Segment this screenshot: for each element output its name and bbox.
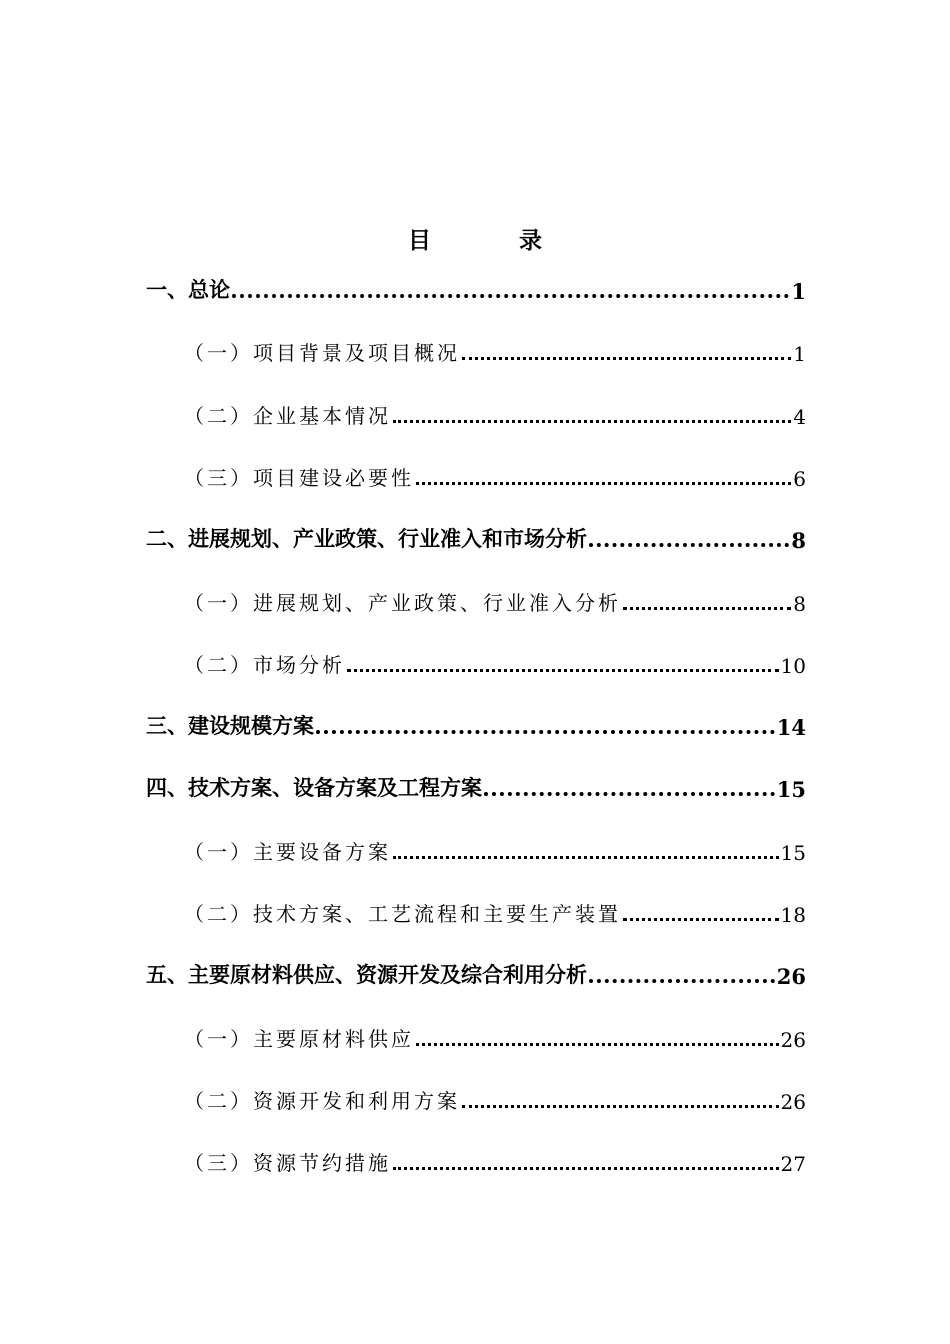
toc-page-number: 14 [776,715,806,740]
toc-entry-text: （二）技术方案、工艺流程和主要生产装置 [184,902,621,926]
toc-entry[interactable] [184,582,806,616]
toc-entry[interactable] [184,457,806,491]
toc-entry-text: 四、技术方案、设备方案及工程方案 [146,776,482,800]
toc-leader-dots [316,730,775,734]
toc-leader-dots [589,979,775,983]
toc-entry-text: （一）项目背景及项目概况 [184,341,460,365]
toc-entry[interactable] [184,1142,806,1176]
toc-entry[interactable] [184,644,806,678]
toc-leader-dots [393,1167,779,1170]
toc-entry-text: 三、建设规模方案 [146,714,314,738]
toc-entry-text: （一）进展规划、产业政策、行业准入分析 [184,591,621,615]
toc-page-number: 10 [780,654,806,678]
toc-page-number: 15 [776,777,806,802]
toc-entry-text: （二）资源开发和利用方案 [184,1089,460,1113]
toc-leader-dots [416,482,791,485]
toc-leader-dots [462,1105,779,1108]
toc-title: 目 录 [407,228,582,254]
toc-leader-dots [623,607,791,610]
toc-entry-text: 五、主要原材料供应、资源开发及综合利用分析 [146,963,587,987]
toc-entry[interactable] [146,519,806,553]
toc-entry-text: 二、进展规划、产业政策、行业准入和市场分析 [146,527,587,551]
toc-entry[interactable] [184,1080,806,1114]
toc-entry[interactable] [184,332,806,366]
toc-leader-dots [484,792,775,796]
toc-leader-dots [589,543,789,547]
toc-leader-dots [462,357,791,360]
toc-entry-text: （二）市场分析 [184,653,345,677]
toc-page-number: 15 [780,841,806,865]
toc-page-number: 1 [791,279,806,304]
toc-entry[interactable] [146,955,806,989]
toc-entry[interactable] [146,706,806,740]
toc-leader-dots [623,918,779,921]
toc-leader-dots [393,420,791,423]
toc-entry-text: （三）项目建设必要性 [184,466,414,490]
toc-page-number: 6 [793,467,806,491]
toc-leader-dots [393,856,779,859]
toc-entry-text: （二）企业基本情况 [184,404,391,428]
toc-page-number: 8 [791,528,806,553]
toc-entry[interactable] [146,768,806,802]
toc-entry-text: （一）主要原材料供应 [184,1027,414,1051]
toc-entry-text: 一、总论 [146,278,230,302]
toc-entry[interactable] [184,1018,806,1052]
toc-leader-dots [232,294,789,298]
toc-entry-text: （一）主要设备方案 [184,840,391,864]
toc-entry[interactable] [146,270,806,304]
toc-page-number: 8 [793,592,806,616]
toc-page-number: 4 [793,405,806,429]
toc-page-number: 26 [780,1090,806,1114]
toc-page-number: 26 [780,1028,806,1052]
toc-leader-dots [416,1043,779,1046]
toc-leader-dots [347,669,779,672]
toc-entry[interactable] [184,395,806,429]
toc-page-number: 1 [793,342,806,366]
toc-entry[interactable] [184,893,806,927]
toc-entry[interactable] [184,831,806,865]
toc-entry-text: （三）资源节约措施 [184,1151,391,1175]
toc-page-number: 26 [776,964,806,989]
toc-page-number: 18 [780,903,806,927]
toc-page-number: 27 [780,1152,806,1176]
